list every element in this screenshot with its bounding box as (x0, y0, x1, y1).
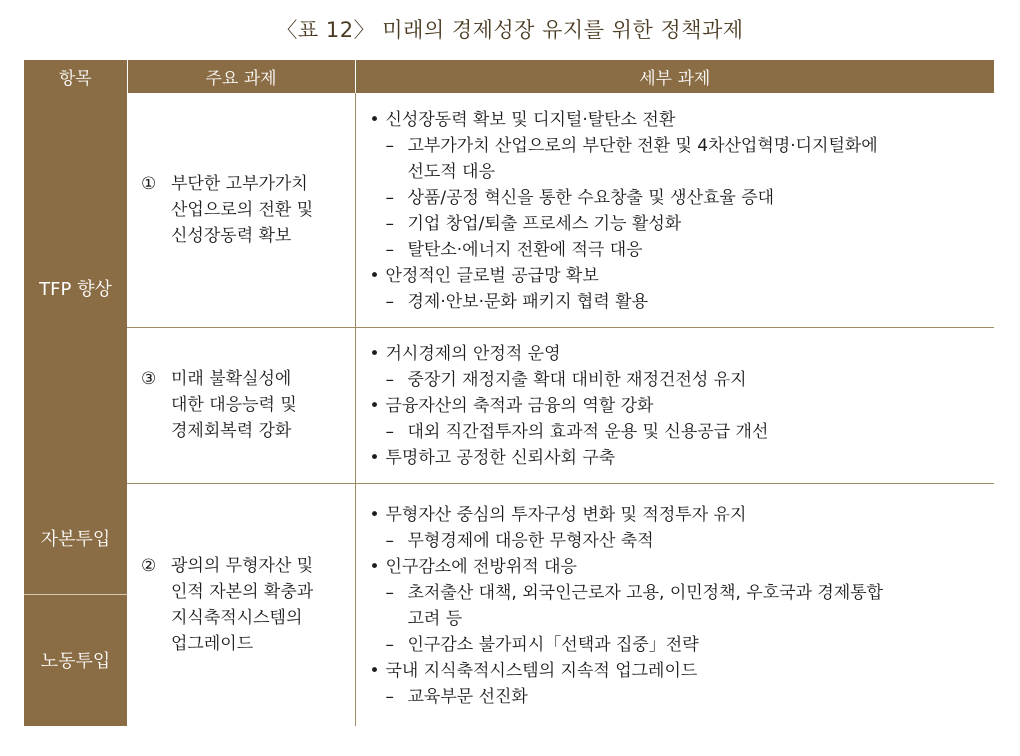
detail-subitem: – 인구감소 불가피시「선택과 집중」전략 (370, 632, 985, 658)
detail-subitem: – 초저출산 대책, 외국인근로자 고용, 이민정책, 우호국과 경제통합 (370, 580, 985, 606)
detail-subitem: – 기업 창업/퇴출 프로세스 기능 활성화 (370, 211, 985, 237)
table-row (24, 327, 994, 483)
category-labor: 노동투입 (24, 594, 127, 726)
detail-subitem: – 경제·안보·문화 패키지 협력 활용 (370, 289, 985, 315)
task-number: ② (141, 555, 157, 576)
detail-bullet: • 국내 지식축적시스템의 지속적 업그레이드 (370, 658, 985, 684)
task-line: 업그레이드 (171, 633, 254, 654)
detail-cell (355, 483, 994, 726)
detail-subitem: – 무형경제에 대응한 무형자산 축적 (370, 528, 985, 554)
task-number: ① (141, 173, 157, 194)
detail-continuation: 고려 등 (407, 608, 463, 629)
policy-table (24, 60, 994, 726)
detail-bullet: • 신성장동력 확보 및 디지털·탈탄소 전환 (370, 107, 985, 133)
detail-bullet: • 안정적인 글로벌 공급망 확보 (370, 263, 985, 289)
task-text (171, 553, 345, 657)
main-task-cell (127, 483, 355, 726)
task-number: ③ (141, 369, 157, 389)
detail-subitem: – 중장기 재정지출 확대 대비한 재정건전성 유지 (370, 367, 985, 393)
detail-cell (355, 93, 994, 327)
detail-continuation: 선도적 대응 (407, 161, 496, 182)
detail-subitem: – 탈탄소·에너지 전환에 적극 대응 (370, 237, 985, 263)
detail-bullet: • 투명하고 공정한 신뢰사회 구축 (370, 445, 985, 471)
header-detail-task: 세부 과제 (355, 60, 994, 93)
detail-bullet: • 인구감소에 전방위적 대응 (370, 554, 985, 580)
main-task-cell (127, 327, 355, 483)
task-text (171, 171, 345, 249)
header-main-task: 주요 과제 (127, 60, 355, 93)
task-line: 대한 대응능력 및 (171, 395, 297, 415)
table-row (24, 93, 994, 327)
task-line: 경제회복력 강화 (171, 421, 292, 441)
detail-bullet: • 무형자산 중심의 투자구성 변화 및 적정투자 유지 (370, 502, 985, 528)
header-row (24, 60, 994, 93)
category-capital: 자본투입 (24, 483, 127, 594)
category-tfp: TFP 향상 (24, 93, 127, 483)
task-line: 신성장동력 확보 (171, 225, 292, 246)
task-line: 산업으로의 전환 및 (171, 199, 314, 220)
detail-subitem: – 대외 직간접투자의 효과적 운용 및 신용공급 개선 (370, 419, 985, 445)
task-line: 광의의 무형자산 및 (171, 555, 314, 576)
task-text (171, 366, 345, 444)
detail-subitem: – 상품/공정 혁신을 통한 수요창출 및 생산효율 증대 (370, 185, 985, 211)
task-line: 미래 불확실성에 (171, 369, 292, 389)
table-row (24, 483, 994, 594)
task-line: 인적 자본의 확충과 (171, 581, 314, 602)
detail-bullet: • 거시경제의 안정적 운영 (370, 341, 985, 367)
detail-subitem: – 교육부문 선진화 (370, 684, 985, 710)
task-line: 부단한 고부가가치 (171, 173, 308, 194)
task-line: 지식축적시스템의 (171, 607, 303, 628)
detail-cell (355, 327, 994, 483)
header-category: 항목 (24, 60, 127, 93)
detail-subitem: – 고부가가치 산업으로의 부단한 전환 및 4차산업혁명·디지털화에 (370, 133, 985, 159)
detail-bullet: • 금융자산의 축적과 금융의 역할 강화 (370, 393, 985, 419)
table-title: 〈표 12〉 미래의 경제성장 유지를 위한 정책과제 (276, 18, 744, 42)
main-task-cell (127, 93, 355, 327)
